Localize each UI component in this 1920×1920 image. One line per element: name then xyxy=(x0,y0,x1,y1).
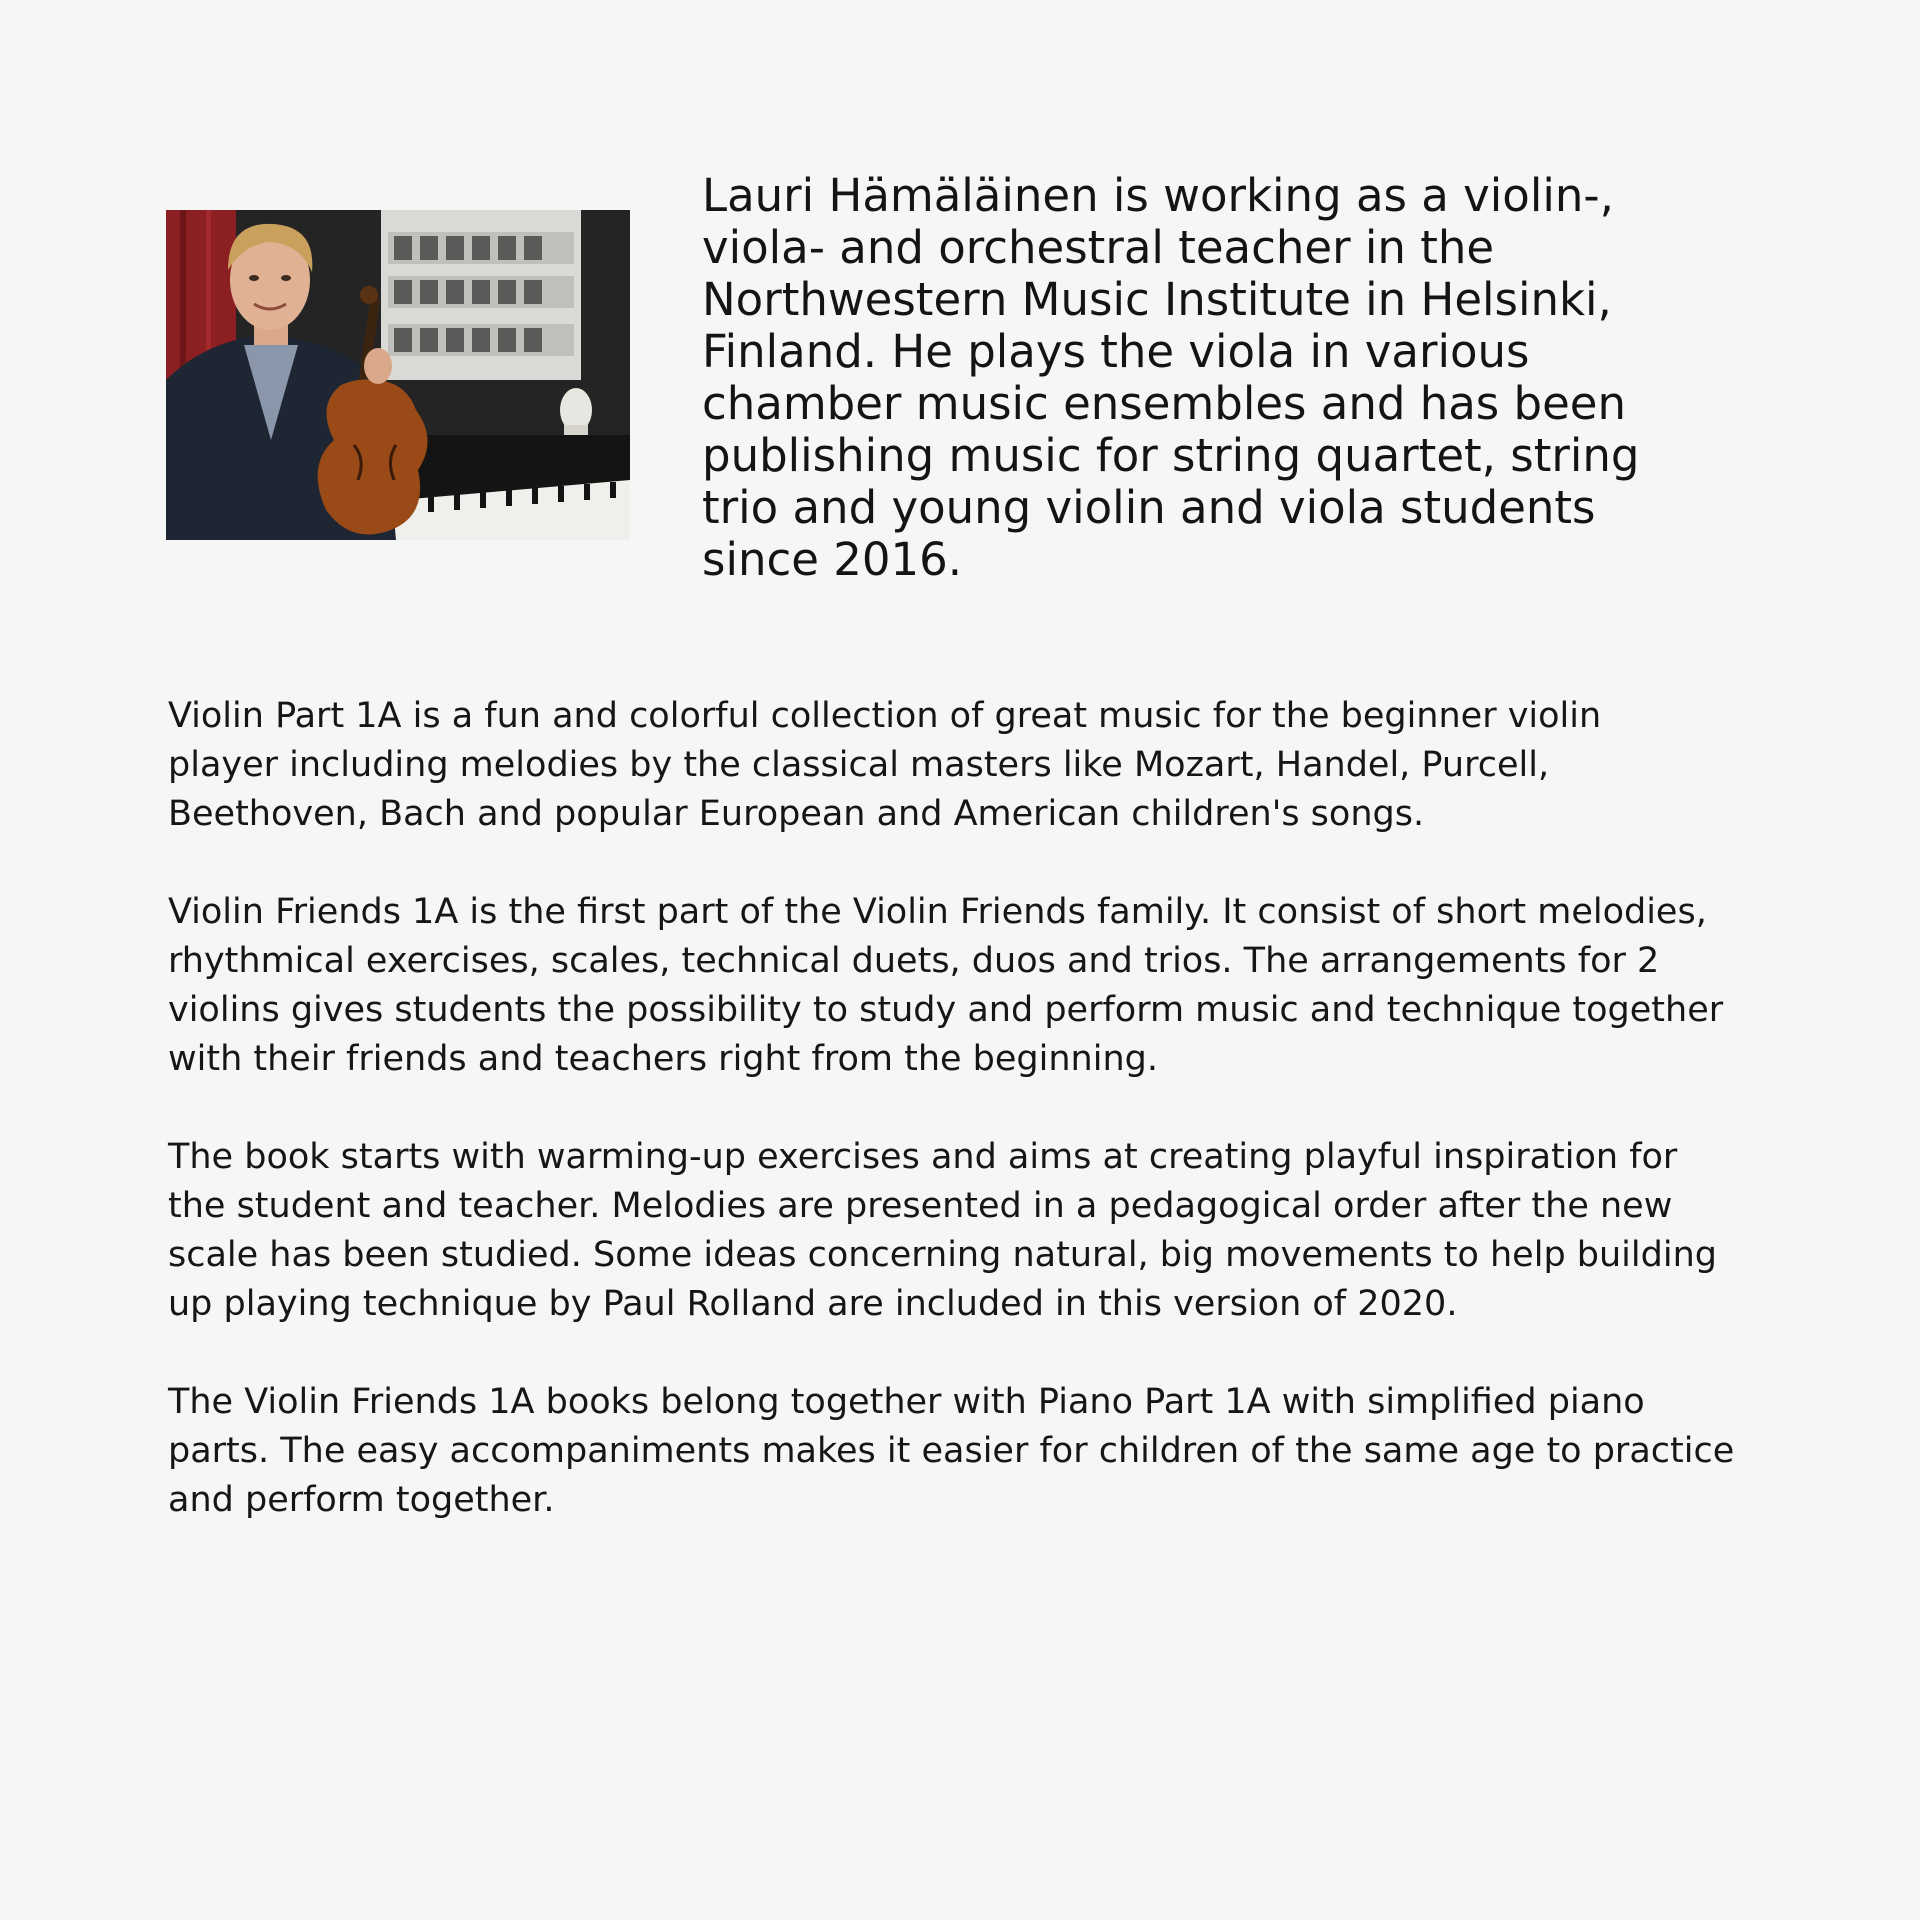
description-paragraph-book-structure xyxy=(168,1133,1808,1329)
author-bio-line: Northwestern Music Institute in Helsinki, xyxy=(702,273,1612,326)
description-paragraph-violin-friends xyxy=(168,888,1808,1084)
paragraph-line: Violin Part 1A is a fun and colorful collection of great music for the beginner violin xyxy=(168,696,1602,736)
paragraph-line: player including melodies by the classical masters like Mozart, Handel, Purcell, xyxy=(168,745,1550,785)
paragraph-line: parts. The easy accompaniments makes it easier for children of the same age to practice xyxy=(168,1431,1735,1471)
paragraph-line: violins gives students the possibility to study and perform music and technique together xyxy=(168,990,1724,1030)
paragraph-line: and perform together. xyxy=(168,1480,555,1520)
paragraph-line: Beethoven, Bach and popular European and American children's songs. xyxy=(168,794,1425,834)
author-bio-line: chamber music ensembles and has been xyxy=(702,377,1627,430)
author-photo xyxy=(166,210,630,540)
paragraph-line: rhythmical exercises, scales, technical duets, duos and trios. The arrangements for 2 xyxy=(168,941,1660,981)
author-bio-line: since 2016. xyxy=(702,533,963,586)
author-bio-line: Finland. He plays the viola in various xyxy=(702,325,1530,378)
author-bio-line: Lauri Hämäläinen is working as a violin-, xyxy=(702,169,1614,222)
paragraph-line: Violin Friends 1A is the first part of the Violin Friends family. It consist of short melodies, xyxy=(168,892,1707,932)
author-bio-line: trio and young violin and viola students xyxy=(702,481,1596,534)
paragraph-line: the student and teacher. Melodies are presented in a pedagogical order after the new xyxy=(168,1186,1673,1226)
paragraph-line: The Violin Friends 1A books belong together with Piano Part 1A with simplified piano xyxy=(168,1382,1645,1422)
paragraph-line: with their friends and teachers right from the beginning. xyxy=(168,1039,1158,1079)
description-paragraph-violin-part xyxy=(168,692,1808,839)
description-paragraph-piano-part xyxy=(168,1378,1808,1525)
author-bio-line: viola- and orchestral teacher in the xyxy=(702,221,1495,274)
author-bio xyxy=(702,170,1822,586)
author-bio-line: publishing music for string quartet, string xyxy=(702,429,1640,482)
author-photo-illustration xyxy=(166,210,630,540)
paragraph-line: up playing technique by Paul Rolland are included in this version of 2020. xyxy=(168,1284,1458,1324)
paragraph-line: The book starts with warming-up exercises and aims at creating playful inspiration for xyxy=(168,1137,1678,1177)
paragraph-line: scale has been studied. Some ideas concerning natural, big movements to help building xyxy=(168,1235,1717,1275)
